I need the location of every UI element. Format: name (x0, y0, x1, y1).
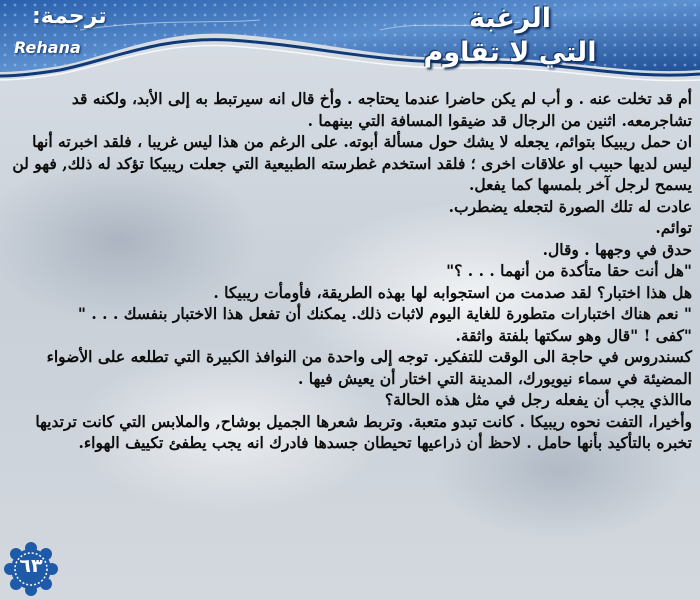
paragraph: هل هذا اختبار؟ لقد صدمت من استجوابه لها بهذه الطريقة، فأومأت ريبيكا . (213, 282, 692, 302)
book-title-line-1: الرغبة (468, 3, 552, 34)
paragraph: أم قد تخلت عنه . و أب لم يكن حاضرا عندما يحتاجه . وأخ قال انه سيرتبط به إلى الأبد، ولكنه قد تشاجرمعه. اثنين من الرجال قد ضيقوا المسافة التي بينهما . (71, 89, 692, 130)
header-banner (0, 0, 700, 86)
translator-label: ترجمة: (32, 4, 107, 29)
paragraph: كسندروس في حاجة الى الوقت للتفكير. توجه إلى واحدة من النوافذ الكبيرة التي تطلعه على الأضواء المضيئة في سماء نيويورك، المدينة التي اختار أن يعيش فيها . (46, 347, 692, 388)
story-text (8, 88, 692, 588)
book-title (390, 2, 630, 70)
paragraph: حدق في وجهها . وقال. (542, 239, 692, 259)
book-title-line-2: التي لا تقاوم (423, 37, 597, 68)
paragraph: توائم. (655, 218, 692, 237)
paragraph: وأخيرا، التفت نحوه ريبيكا . كانت تبدو متعبة. وتربط شعرها الجميل بوشاح, والملابس التي كانت ترتديها تخبره بالتأكيد بأنها حامل . لاحظ أن ذراعيها تحيطان جسدها فادرك انه يجب يطفئ تكييف الهواء. (35, 411, 692, 452)
page-number: ٦٣ (19, 555, 43, 577)
paragraph: ان حمل ريبيكا بتوائم، يجعله لا يشك حول مسألة أبوته. على الرغم من هذا ليس غريبا ، فلقد اخبرته أنها ليس لديها حبيب او علاقات اخرى ؛ فلقد استخدم غطرسته الطبيعية التي جعلت ريبيكا تؤكد له ذلك, فهو لن يسمح لرجل آخر بلمسها كما يفعل. (12, 132, 692, 194)
paragraph: ماالذي يجب أن يفعله رجل في مثل هذه الحالة؟ (384, 390, 692, 409)
paragraph: "هل أنت حقا متأكدة من أنهما . . . ؟" (446, 261, 692, 280)
paragraph: عادت له تلك الصورة لتجعله يضطرب. (448, 196, 692, 216)
page-number-seal (2, 540, 60, 598)
paragraph: " نعم هناك اختبارات متطورة للغاية اليوم لاثبات ذلك. يمكنك أن تفعل هذا الاختبار بنفسك . . . " (77, 304, 692, 323)
paragraph: "كفى ! "قال وهو سكتها بلفتة واثقة. (455, 325, 692, 345)
translator-name: Rehana (14, 38, 81, 57)
